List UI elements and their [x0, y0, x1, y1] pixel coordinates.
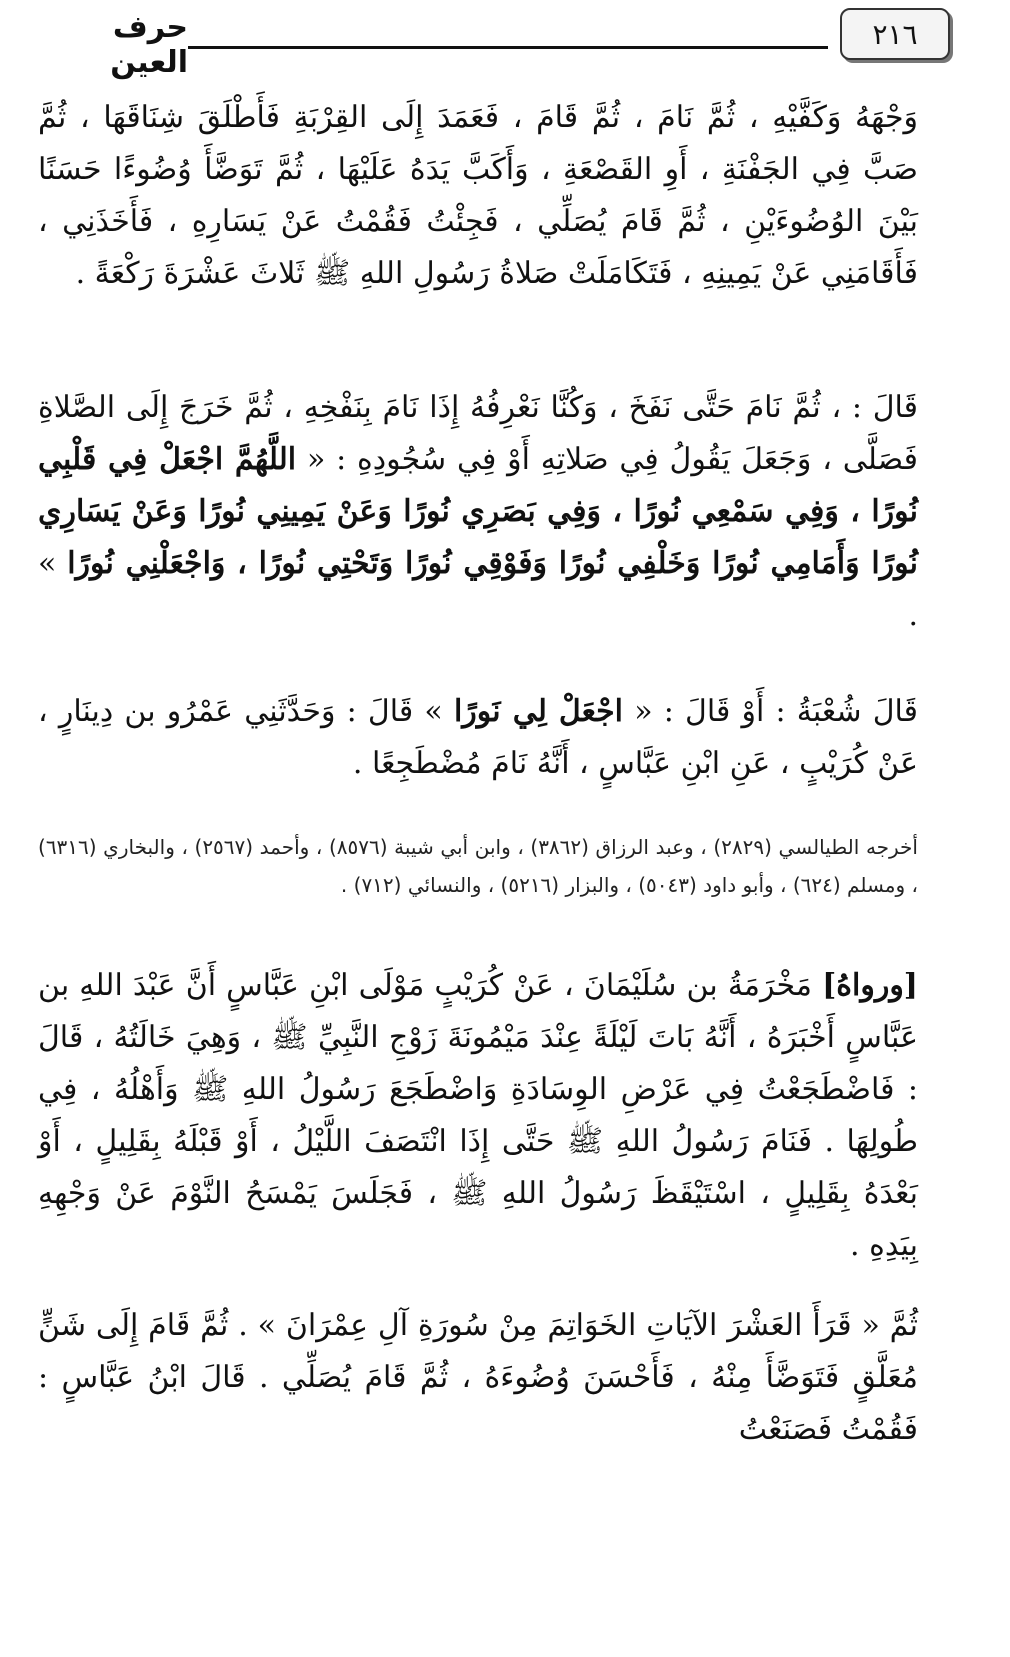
- page-number-box: [840, 8, 950, 60]
- takhrij-footnote: أخرجه الطيالسي (٢٨٢٩) ، وعبد الرزاق (٣٨٦٢) ، وابن أبي شيبة (٨٥٧٦) ، وأحمد (٢٥٦٧) ، والبخاري (٦٣١٦) ، ومسلم (٦٢٤) ، وأبو داود (٥٠٤٣) ، والبزار (٥٢١٦) ، والنسائي (٧١٢) .: [38, 835, 918, 897]
- paragraph-1: وَجْهَهُ وَكَفَّيْهِ ، ثُمَّ نَامَ ، ثُمَّ قَامَ ، فَعَمَدَ إِلَى القِرْبَةِ فَأَطْلَقَ شِنَاقَهَا ، ثُمَّ صَبَّ فِي الجَفْنَةِ ، أَوِ القَصْعَةِ ، وَأَكَبَّ يَدَهُ عَلَيْهَا ، ثُمَّ تَوَضَّأَ وُضُوءًا حَسَنًا بَيْنَ الوُضُوءَيْنِ ، ثُمَّ قَامَ يُصَلِّي ، فَجِئْتُ فَقُمْتُ عَنْ يَسَارِهِ ، فَأَخَذَنِي ، فَأَقَامَنِي عَنْ يَمِينِهِ ، فَتَكَامَلَتْ صَلاةُ رَسُولِ اللهِ ﷺ ثَلاثَ عَشْرَةَ رَكْعَةً .: [38, 100, 918, 291]
- header-rule: [188, 46, 828, 49]
- dua-text: اللَّهُمَّ اجْعَلْ فِي قَلْبِي نُورًا ، وَفِي سَمْعِي نُورًا ، وَفِي بَصَرِي نُورًا وَعَنْ يَمِينِي نُورًا وَعَنْ يَسَارِي نُورًا وَأَمَامِي نُورًا وَخَلْفِي نُورًا وَفَوْقِي نُورًا وَتَحْتِي نُورًا ، وَاجْعَلْنِي نُورًا: [38, 442, 918, 581]
- paragraph-2: [38, 382, 918, 642]
- paragraph-4-text: مَخْرَمَةُ بن سُلَيْمَانَ ، عَنْ كُرَيْبٍ مَوْلَى ابْنِ عَبَّاسٍ أَنَّ عَبْدَ اللهِ بن عَبَّاسٍ أَخْبَرَهُ ، أَنَّهُ بَاتَ لَيْلَةً عِنْدَ مَيْمُونَةَ زَوْجِ النَّبِيِّ ﷺ ، وَهِيَ خَالَتُهُ ، قَالَ : فَاضْطَجَعْتُ فِي عَرْضِ الوِسَادَةِ وَاضْطَجَعَ رَسُولُ اللهِ ﷺ وَأَهْلُهُ ، فِي طُولِهَا . فَنَامَ رَسُولُ اللهِ ﷺ حَتَّى إِذَا انْتَصَفَ اللَّيْلُ ، أَوْ قَبْلَهُ بِقَلِيلٍ ، أَوْ بَعْدَهُ بِقَلِيلٍ ، اسْتَيْقَظَ رَسُولُ اللهِ ﷺ ، فَجَلَسَ يَمْسَحُ النَّوْمَ عَنْ وَجْهِهِ بِيَدِهِ .: [38, 968, 918, 1263]
- paragraph-3-quote: اجْعَلْ لِي نَورًا: [453, 694, 624, 729]
- chapter-title: حرف العين: [110, 10, 188, 80]
- page-header: [38, 6, 958, 80]
- page-number: ٢١٦: [872, 17, 918, 51]
- narration-marker: [ورواهُ]: [822, 968, 918, 1003]
- paragraph-4: [38, 960, 918, 1272]
- paragraph-3-start: قَالَ شُعْبَةُ : أَوْ قَالَ : «: [634, 694, 918, 729]
- paragraph-3: [38, 686, 918, 790]
- paragraph-3-rest: » قَالَ : وَحَدَّثَنِي عَمْرُو بن دِينَارٍ ، عَنْ كُرَيْبٍ ، عَنِ ابْنِ عَبَّاسٍ ، أَنَّهُ نَامَ مُضْطَجِعًا .: [38, 694, 918, 781]
- paragraph-2-end: » .: [38, 546, 918, 633]
- paragraph-2-text: قَالَ : ، ثُمَّ نَامَ حَتَّى نَفَخَ ، وَكُنَّا نَعْرِفُهُ إِذَا نَامَ بِنَفْخِهِ ، ثُمَّ خَرَجَ إِلَى الصَّلاةِ فَصَلَّى ، وَجَعَلَ يَقُولُ فِي صَلاتِهِ أَوْ فِي سُجُودِهِ : «: [38, 390, 918, 477]
- paragraph-5: ثُمَّ « قَرَأَ العَشْرَ الآيَاتِ الخَوَاتِمَ مِنْ سُورَةِ آلِ عِمْرَانَ » . ثُمَّ قَامَ إِلَى شَنٍّ مُعَلَّقٍ فَتَوَضَّأَ مِنْهُ ، فَأَحْسَنَ وُضُوءَهُ ، ثُمَّ قَامَ يُصَلِّي . قَالَ ابْنُ عَبَّاسٍ : فَقُمْتُ فَصَنَعْتُ: [38, 1308, 918, 1447]
